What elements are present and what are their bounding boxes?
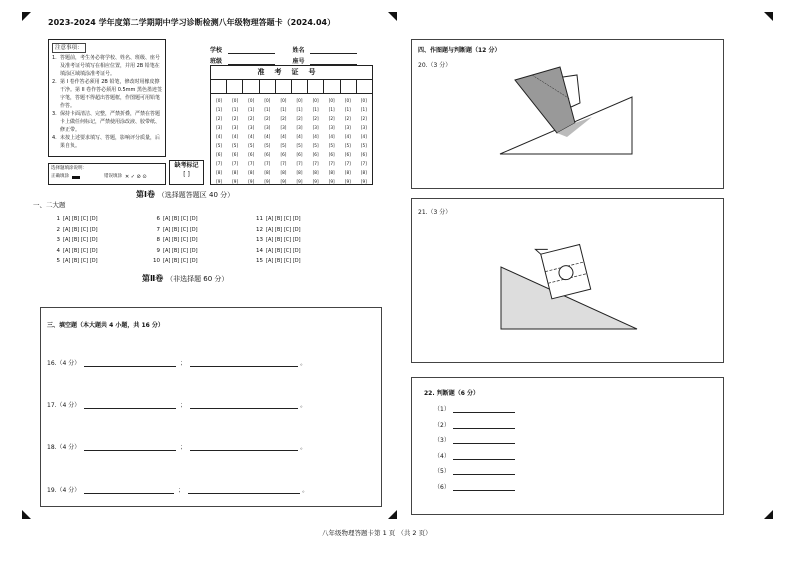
ticket-digit-bubble[interactable]: [2] xyxy=(328,116,335,121)
corner-mark-bottom-right xyxy=(764,510,773,519)
mc-answer-bubbles[interactable]: [A] [B] [C] [D] xyxy=(163,226,198,233)
mc-section-label: 一、二大题 xyxy=(33,201,66,209)
fill-question-label: 18.（4 分） xyxy=(47,444,81,451)
ticket-digit-bubble[interactable]: [3] xyxy=(264,125,271,130)
mc-answer-bubbles[interactable]: [A] [B] [C] [D] xyxy=(163,247,198,254)
ticket-digit-bubble[interactable]: [5] xyxy=(216,143,223,148)
ticket-digit-bubble[interactable]: [9] xyxy=(232,179,239,184)
fill-answer-blank-2[interactable] xyxy=(188,487,300,494)
mc-question-row xyxy=(253,256,301,267)
mc-question-number: 15 xyxy=(256,258,263,264)
ticket-digit-write-cell[interactable] xyxy=(292,80,308,93)
fill-guide-correct-label: 正确填涂 xyxy=(51,174,69,179)
ticket-digit-bubble[interactable]: [8] xyxy=(296,170,303,175)
mc-question-row xyxy=(253,246,301,257)
page-footer: 八年级物理答题卡第 1 页 （共 2 页） xyxy=(322,529,432,537)
fill-guide-title: 选择题填涂说明： xyxy=(51,166,87,171)
drawing-section-header: 四、作图题与判断题（12 分） xyxy=(418,47,501,54)
ticket-digit-write-cell[interactable] xyxy=(308,80,324,93)
fill-guide-box xyxy=(48,163,166,185)
mc-answer-bubbles[interactable]: [A] [B] [C] [D] xyxy=(163,237,198,243)
ticket-digit-bubble[interactable]: [4] xyxy=(344,134,351,139)
mc-question-number: 4 xyxy=(56,247,60,254)
ticket-digit-bubble[interactable]: [8] xyxy=(312,170,319,175)
mc-question-row xyxy=(50,214,98,225)
ticket-digit-bubble[interactable]: [0] xyxy=(360,98,367,103)
notice-item-text: 答题前，考生务必将学校、姓名、班级、座号及准考证号填写在相应位置，并用 2B 铅笔在填涂区域填涂准考证号。 xyxy=(60,55,161,77)
fill-end-mark: 。 xyxy=(300,360,307,367)
mc-answer-bubbles[interactable]: [A] [B] [C] [D] xyxy=(63,216,98,222)
ticket-digit-bubble[interactable]: [6] xyxy=(296,152,303,157)
notice-item-number: 4. xyxy=(52,135,57,141)
part1-subtitle: （选择题答题区 40 分） xyxy=(157,191,235,199)
ticket-digit-bubble[interactable]: [2] xyxy=(264,116,271,121)
ticket-digit-bubble[interactable]: [4] xyxy=(248,134,255,139)
ticket-digit-bubble[interactable]: [7] xyxy=(360,161,367,166)
ticket-digit-bubble[interactable]: [8] xyxy=(248,170,255,175)
ticket-digit-bubble[interactable]: [4] xyxy=(232,134,239,139)
ticket-digit-bubble[interactable]: [0] xyxy=(344,98,351,103)
ticket-digit-bubble[interactable]: [6] xyxy=(328,152,335,157)
mc-question-row xyxy=(253,235,301,246)
ticket-digit-bubble[interactable]: [7] xyxy=(328,161,335,166)
ticket-digit-bubble[interactable]: [6] xyxy=(280,152,287,157)
ticket-digit-bubble[interactable]: [4] xyxy=(360,134,367,139)
ticket-digit-bubble[interactable]: [0] xyxy=(248,98,255,103)
ticket-digit-column xyxy=(291,96,307,186)
mc-column-3 xyxy=(253,214,301,267)
mc-question-row xyxy=(150,225,198,236)
ticket-digit-bubble[interactable]: [8] xyxy=(328,170,335,175)
mc-question-number: 12 xyxy=(256,226,263,233)
corner-mark-top-middle xyxy=(388,12,397,21)
tf-item-number: （3） xyxy=(434,437,450,444)
ticket-digit-bubble[interactable]: [5] xyxy=(248,143,255,148)
class-label: 班级 xyxy=(210,58,223,65)
mc-answer-bubbles[interactable]: [A] [B] [C] [D] xyxy=(163,258,198,264)
tf-item-row xyxy=(434,482,515,491)
ticket-digit-bubble[interactable]: [1] xyxy=(328,107,335,112)
fill-question-row xyxy=(47,358,306,367)
page-title: 2023-2024 学年度第二学期期中学习诊断检测八年级物理答题卡（2024.04） xyxy=(48,18,336,27)
ticket-digit-bubble[interactable]: [0] xyxy=(264,98,271,103)
ticket-digit-bubble[interactable]: [9] xyxy=(248,179,255,184)
ticket-digit-bubble[interactable]: [3] xyxy=(360,125,367,130)
ticket-digit-bubble[interactable]: [8] xyxy=(344,170,351,175)
tf-answer-blank[interactable] xyxy=(453,453,515,460)
tf-answer-blank[interactable] xyxy=(453,484,515,491)
tf-item-row xyxy=(434,404,515,413)
true-false-section xyxy=(411,377,724,515)
drawing-section-q20 xyxy=(411,39,724,189)
ticket-digit-bubble[interactable]: [3] xyxy=(280,125,287,130)
fill-answer-blank-1[interactable] xyxy=(84,402,176,409)
fill-answer-blank-2[interactable] xyxy=(190,402,298,409)
ticket-digit-bubble[interactable]: [9] xyxy=(344,179,351,184)
ticket-digit-bubble[interactable]: [3] xyxy=(312,125,319,130)
mc-question-row xyxy=(150,214,198,225)
ticket-digit-bubble[interactable]: [7] xyxy=(216,161,223,166)
mc-answer-bubbles[interactable]: [A] [B] [C] [D] xyxy=(63,258,98,264)
mc-answer-bubbles[interactable]: [A] [B] [C] [D] xyxy=(266,258,301,264)
notice-item-number: 2. xyxy=(52,79,57,85)
fill-question-row xyxy=(47,400,306,409)
ticket-digit-bubble[interactable]: [7] xyxy=(264,161,271,166)
tf-item-number: （2） xyxy=(434,421,450,429)
ticket-digit-bubble[interactable]: [2] xyxy=(216,116,223,121)
ticket-digit-bubble[interactable]: [5] xyxy=(312,143,319,148)
ticket-digit-column xyxy=(211,96,227,186)
tf-item-number: （4） xyxy=(434,452,450,460)
ticket-digit-bubble[interactable]: [0] xyxy=(328,98,335,103)
ticket-digit-bubble[interactable]: [3] xyxy=(344,125,351,130)
mc-answer-bubbles[interactable]: [A] [B] [C] [D] xyxy=(63,226,98,233)
ticket-digit-column xyxy=(324,96,340,186)
mc-question-row xyxy=(50,246,98,257)
missing-exam-mark xyxy=(169,160,204,185)
school-label: 学校 xyxy=(210,47,223,54)
part2-subtitle: （非选择题 60 分） xyxy=(166,275,229,283)
ticket-digit-bubble[interactable]: [8] xyxy=(216,170,223,175)
corner-mark-top-right xyxy=(764,12,773,21)
ticket-digit-bubble[interactable]: [5] xyxy=(280,143,287,148)
name-label: 姓名 xyxy=(292,47,305,54)
ticket-digit-bubble[interactable]: [3] xyxy=(232,125,239,130)
ticket-digit-bubble[interactable]: [5] xyxy=(360,143,367,148)
tf-item-number: （1） xyxy=(434,406,450,413)
fill-question-label: 16.（4 分） xyxy=(47,360,81,367)
mc-question-number: 7 xyxy=(156,226,160,233)
mc-question-row xyxy=(253,225,301,236)
notice-item xyxy=(52,134,162,150)
name-field[interactable] xyxy=(310,45,357,54)
fill-separator: ； xyxy=(178,487,185,494)
ticket-digit-bubble[interactable]: [0] xyxy=(232,98,239,103)
mc-question-number: 3 xyxy=(56,237,60,243)
ticket-digit-bubble[interactable]: [7] xyxy=(312,161,319,166)
notice-item-text: 未按上述要求填写、答题，影响评分质量，后果自负。 xyxy=(60,135,161,149)
ticket-digit-bubble[interactable]: [2] xyxy=(296,116,303,121)
ticket-digit-bubble[interactable]: [2] xyxy=(232,116,239,121)
fill-question-label: 19.（4 分） xyxy=(47,487,81,494)
ticket-digit-bubble[interactable]: [1] xyxy=(296,107,303,112)
notice-item-text: 保持卡面清洁、完整，严禁折叠，严禁在答题卡上做任何标记，严禁使用涂改液、胶带纸、修正带。 xyxy=(60,111,161,133)
mc-column-1 xyxy=(50,214,98,267)
ticket-digit-column xyxy=(275,96,291,186)
ticket-digit-bubble[interactable]: [6] xyxy=(344,152,351,157)
ticket-digit-bubble[interactable]: [3] xyxy=(328,125,335,130)
ticket-digit-bubble[interactable]: [9] xyxy=(328,179,335,184)
ticket-digit-write-cell[interactable] xyxy=(341,80,357,93)
notice-item xyxy=(52,78,162,110)
notice-item xyxy=(52,110,162,134)
fill-separator: ； xyxy=(180,360,187,367)
ticket-digit-bubble[interactable]: [6] xyxy=(248,152,255,157)
fill-end-mark: 。 xyxy=(302,487,309,494)
ticket-digit-bubble[interactable]: [5] xyxy=(264,143,271,148)
ticket-digit-bubble[interactable]: [2] xyxy=(344,116,351,121)
ticket-digit-bubble[interactable]: [1] xyxy=(232,107,239,112)
corner-mark-top-left xyxy=(22,12,31,21)
notice-item-number: 1. xyxy=(52,55,57,61)
fill-in-section xyxy=(40,307,382,507)
correct-fill-mark-icon xyxy=(72,176,80,179)
class-field[interactable] xyxy=(228,56,275,65)
tf-item-row xyxy=(434,451,515,460)
mc-question-number: 13 xyxy=(256,237,263,243)
tf-item-number: （5） xyxy=(434,468,450,475)
ticket-digit-bubble[interactable]: [5] xyxy=(328,143,335,148)
part1-title-wrap xyxy=(136,189,234,200)
tf-answer-blank[interactable] xyxy=(453,406,515,413)
ticket-digit-bubble[interactable]: [4] xyxy=(280,134,287,139)
ticket-digit-bubble[interactable]: [5] xyxy=(344,143,351,148)
fill-question-label: 17.（4 分） xyxy=(47,402,81,409)
ticket-digit-bubble[interactable]: [6] xyxy=(360,152,367,157)
ticket-digit-bubble[interactable]: [1] xyxy=(312,107,319,112)
notice-item-number: 3. xyxy=(52,111,57,117)
ticket-digit-bubble[interactable]: [7] xyxy=(296,161,303,166)
ticket-digit-bubble[interactable]: [4] xyxy=(328,134,335,139)
mc-answer-bubbles[interactable]: [A] [B] [C] [D] xyxy=(266,247,301,254)
ticket-digit-bubble[interactable]: [9] xyxy=(216,179,223,184)
q21-figure[interactable] xyxy=(497,237,642,332)
ticket-digit-bubble[interactable]: [8] xyxy=(280,170,287,175)
ticket-digit-bubble[interactable]: [2] xyxy=(312,116,319,121)
mc-answer-bubbles[interactable]: [A] [B] [C] [D] xyxy=(266,216,301,222)
ticket-digit-bubble[interactable]: [2] xyxy=(248,116,255,121)
fill-in-header: 三、填空题（本大题共 4 小题，共 16 分） xyxy=(47,322,164,329)
mc-question-row xyxy=(150,235,198,246)
mc-question-row xyxy=(50,235,98,246)
ticket-digit-bubble[interactable]: [2] xyxy=(280,116,287,121)
ticket-digit-bubble[interactable]: [1] xyxy=(216,107,223,112)
mc-question-row xyxy=(150,256,198,267)
ticket-digit-bubble[interactable]: [4] xyxy=(264,134,271,139)
fill-question-row xyxy=(47,442,306,451)
missing-exam-label: 缺考标记 xyxy=(174,162,199,169)
ticket-digit-bubble[interactable]: [2] xyxy=(360,116,367,121)
mc-answer-bubbles[interactable]: [A] [B] [C] [D] xyxy=(266,226,301,233)
ticket-digit-write-cell[interactable] xyxy=(276,80,292,93)
tf-answer-blank[interactable] xyxy=(453,468,515,475)
ticket-digit-bubble[interactable]: [1] xyxy=(344,107,351,112)
ticket-digit-bubble[interactable]: [0] xyxy=(216,98,223,103)
notice-item xyxy=(52,54,162,78)
corner-mark-bottom-left xyxy=(22,510,31,519)
fill-end-mark: 。 xyxy=(300,402,307,409)
ticket-digit-bubble[interactable]: [7] xyxy=(232,161,239,166)
mc-question-number: 1 xyxy=(56,216,60,222)
ticket-digit-bubble[interactable]: [0] xyxy=(280,98,287,103)
tf-item-row xyxy=(434,420,515,429)
ticket-digit-write-cell[interactable] xyxy=(227,80,243,93)
ticket-digit-bubble[interactable]: [8] xyxy=(360,170,367,175)
mc-question-number: 2 xyxy=(56,226,60,233)
part1-title: 第Ⅰ卷 xyxy=(136,190,155,199)
ticket-digit-bubble[interactable]: [9] xyxy=(264,179,271,184)
ticket-digit-bubble[interactable]: [3] xyxy=(296,125,303,130)
part2-title-wrap xyxy=(142,273,228,284)
ticket-digit-bubble[interactable]: [7] xyxy=(344,161,351,166)
fill-separator: ； xyxy=(180,402,187,409)
ticket-digit-bubble[interactable]: [0] xyxy=(312,98,319,103)
ticket-digit-bubble[interactable]: [4] xyxy=(312,134,319,139)
ticket-digit-bubble[interactable]: [7] xyxy=(280,161,287,166)
ticket-digit-column xyxy=(227,96,243,186)
ticket-digit-column xyxy=(243,96,259,186)
ticket-digit-bubble[interactable]: [0] xyxy=(296,98,303,103)
ticket-digit-bubble[interactable]: [5] xyxy=(296,143,303,148)
mc-answer-bubbles[interactable]: [A] [B] [C] [D] xyxy=(63,237,98,243)
ticket-digit-bubble[interactable]: [4] xyxy=(296,134,303,139)
ticket-digit-write-cell[interactable] xyxy=(243,80,259,93)
fill-answer-blank-2[interactable] xyxy=(190,360,298,367)
notice-item-text: 第 I 卷作答必须用 2B 铅笔，修改时用橡皮擦干净。第 II 卷作答必须用 0.5mm 黑色墨迹签字笔，答题不得超出答题框，作图题可用铅笔作答。 xyxy=(60,79,163,109)
ticket-digit-bubble[interactable]: [9] xyxy=(360,179,367,184)
mc-question-row xyxy=(150,246,198,257)
seat-field[interactable] xyxy=(310,56,357,65)
missing-exam-checkbox[interactable]: [ ] xyxy=(183,171,190,178)
fill-separator: ； xyxy=(180,444,187,451)
wrong-fill-marks-icon: ✕ ✓ ⊘ ⊙ xyxy=(125,174,147,180)
ticket-digit-bubble[interactable]: [6] xyxy=(232,152,239,157)
mc-question-row xyxy=(50,225,98,236)
ticket-digit-bubble[interactable]: [6] xyxy=(312,152,319,157)
notice-box xyxy=(48,39,166,157)
mc-question-number: 9 xyxy=(156,247,160,254)
ticket-digit-bubble[interactable]: [8] xyxy=(232,170,239,175)
mc-question-number: 5 xyxy=(56,258,60,264)
ticket-digit-bubble[interactable]: [9] xyxy=(312,179,319,184)
tf-item-number: （6） xyxy=(434,483,450,491)
mc-answer-bubbles[interactable]: [A] [B] [C] [D] xyxy=(266,237,301,243)
ticket-digit-bubble[interactable]: [9] xyxy=(280,179,287,184)
mc-question-number: 11 xyxy=(256,216,263,222)
mc-question-row xyxy=(50,256,98,267)
mc-column-2 xyxy=(150,214,198,267)
q22-label: 22. 判断题（6 分） xyxy=(424,390,479,397)
notice-heading: 注意事项： xyxy=(52,43,86,53)
ticket-digit-write-cell[interactable] xyxy=(211,80,227,93)
fill-answer-blank-2[interactable] xyxy=(190,444,298,451)
part2-title: 第Ⅱ卷 xyxy=(142,274,164,283)
ticket-digit-bubble[interactable]: [7] xyxy=(248,161,255,166)
ticket-number-grid xyxy=(210,65,373,185)
ticket-digit-bubble[interactable]: [3] xyxy=(216,125,223,130)
ticket-digit-bubble[interactable]: [6] xyxy=(216,152,223,157)
mc-answer-bubbles[interactable]: [A] [B] [C] [D] xyxy=(163,216,198,222)
q21-label: 21.（3 分） xyxy=(418,209,452,216)
tf-answer-blank[interactable] xyxy=(453,422,515,429)
ticket-digit-bubble[interactable]: [5] xyxy=(232,143,239,148)
ticket-digit-bubble[interactable]: [1] xyxy=(264,107,271,112)
ticket-digit-column xyxy=(308,96,324,186)
ticket-digit-bubble[interactable]: [1] xyxy=(360,107,367,112)
corner-mark-bottom-middle xyxy=(388,510,397,519)
fill-answer-blank-1[interactable] xyxy=(84,444,176,451)
ticket-digit-bubble[interactable]: [1] xyxy=(280,107,287,112)
ticket-digit-column xyxy=(340,96,356,186)
drawing-section-q21 xyxy=(411,198,724,363)
ticket-number-write-row[interactable] xyxy=(211,80,372,94)
q20-label: 20.（3 分） xyxy=(418,62,452,69)
fill-answer-blank-1[interactable] xyxy=(84,487,174,494)
fill-guide-wrong-label: 错误填涂 xyxy=(104,174,122,179)
ticket-digit-write-cell[interactable] xyxy=(260,80,276,93)
ticket-digit-write-cell[interactable] xyxy=(324,80,340,93)
ticket-digit-write-cell[interactable] xyxy=(357,80,372,93)
tf-item-row xyxy=(434,466,515,475)
ticket-digit-bubble[interactable]: [4] xyxy=(216,134,223,139)
ticket-digit-bubble[interactable]: [8] xyxy=(264,170,271,175)
ticket-digit-bubble[interactable]: [6] xyxy=(264,152,271,157)
fill-end-mark: 。 xyxy=(300,444,307,451)
ticket-digit-column xyxy=(259,96,275,186)
mc-answer-bubbles[interactable]: [A] [B] [C] [D] xyxy=(63,247,98,254)
mc-question-number: 14 xyxy=(256,247,263,254)
ticket-digit-bubble[interactable]: [3] xyxy=(248,125,255,130)
ticket-digit-column xyxy=(356,96,372,186)
ticket-digit-bubble[interactable]: [1] xyxy=(248,107,255,112)
tf-answer-blank[interactable] xyxy=(453,437,515,444)
tf-item-row xyxy=(434,435,515,444)
mc-question-number: 8 xyxy=(156,237,160,243)
ticket-digit-bubble[interactable]: [9] xyxy=(296,179,303,184)
school-field[interactable] xyxy=(228,45,275,54)
seat-label: 座号 xyxy=(292,58,305,65)
mc-question-number: 10 xyxy=(153,258,160,264)
fill-answer-blank-1[interactable] xyxy=(84,360,176,367)
fill-question-row xyxy=(47,485,308,494)
student-info xyxy=(210,43,375,65)
ticket-number-header: 准考证号 xyxy=(211,66,372,80)
q20-figure[interactable] xyxy=(497,65,637,160)
mc-question-row xyxy=(253,214,301,225)
mc-question-number: 6 xyxy=(156,216,160,222)
